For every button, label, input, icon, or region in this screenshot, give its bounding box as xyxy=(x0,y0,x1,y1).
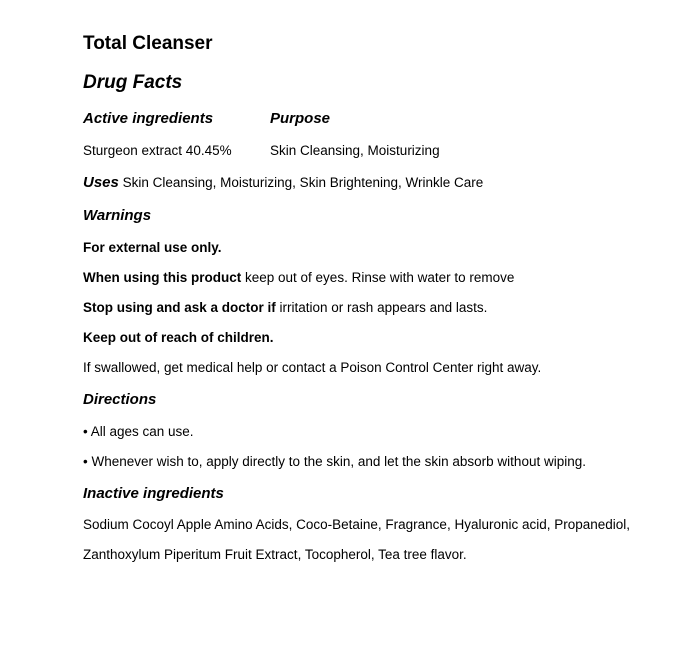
direction-item: • Whenever wish to, apply directly to the skin, and let the skin absorb without wiping. xyxy=(83,454,586,469)
swallowed-warning: If swallowed, get medical help or contact a Poison Control Center right away. xyxy=(83,360,542,375)
external-use-warning: For external use only. xyxy=(83,240,222,255)
when-using-text: keep out of eyes. Rinse with water to remove xyxy=(241,270,515,285)
active-ingredients-heading: Active ingredients xyxy=(83,110,214,127)
product-title: Total Cleanser xyxy=(83,33,213,54)
uses-line xyxy=(83,173,483,193)
keep-out-warning: Keep out of reach of children. xyxy=(83,330,274,345)
purpose-heading: Purpose xyxy=(270,110,331,127)
when-using-label: When using this product xyxy=(83,270,242,285)
stop-using-warning xyxy=(83,299,487,317)
uses-heading: Uses xyxy=(83,174,119,191)
active-ingredient: Sturgeon extract 40.45% xyxy=(83,143,232,158)
inactive-ingredients-line: Sodium Cocoyl Apple Amino Acids, Coco-Betaine, Fragrance, Hyaluronic acid, Propanediol, xyxy=(83,517,631,532)
directions-heading: Directions xyxy=(83,391,157,408)
drug-facts-heading: Drug Facts xyxy=(83,72,183,93)
direction-item: • All ages can use. xyxy=(83,424,194,439)
inactive-ingredients-line: Zanthoxylum Piperitum Fruit Extract, Tocopherol, Tea tree flavor. xyxy=(83,547,467,562)
when-using-warning xyxy=(83,269,514,287)
warnings-heading: Warnings xyxy=(83,207,152,224)
ingredient-purpose: Skin Cleansing, Moisturizing xyxy=(270,143,440,158)
stop-using-text: irritation or rash appears and lasts. xyxy=(275,300,488,315)
inactive-ingredients-heading: Inactive ingredients xyxy=(83,485,224,502)
uses-text: Skin Cleansing, Moisturizing, Skin Brightening, Wrinkle Care xyxy=(118,175,484,190)
stop-using-label: Stop using and ask a doctor if xyxy=(83,300,276,315)
